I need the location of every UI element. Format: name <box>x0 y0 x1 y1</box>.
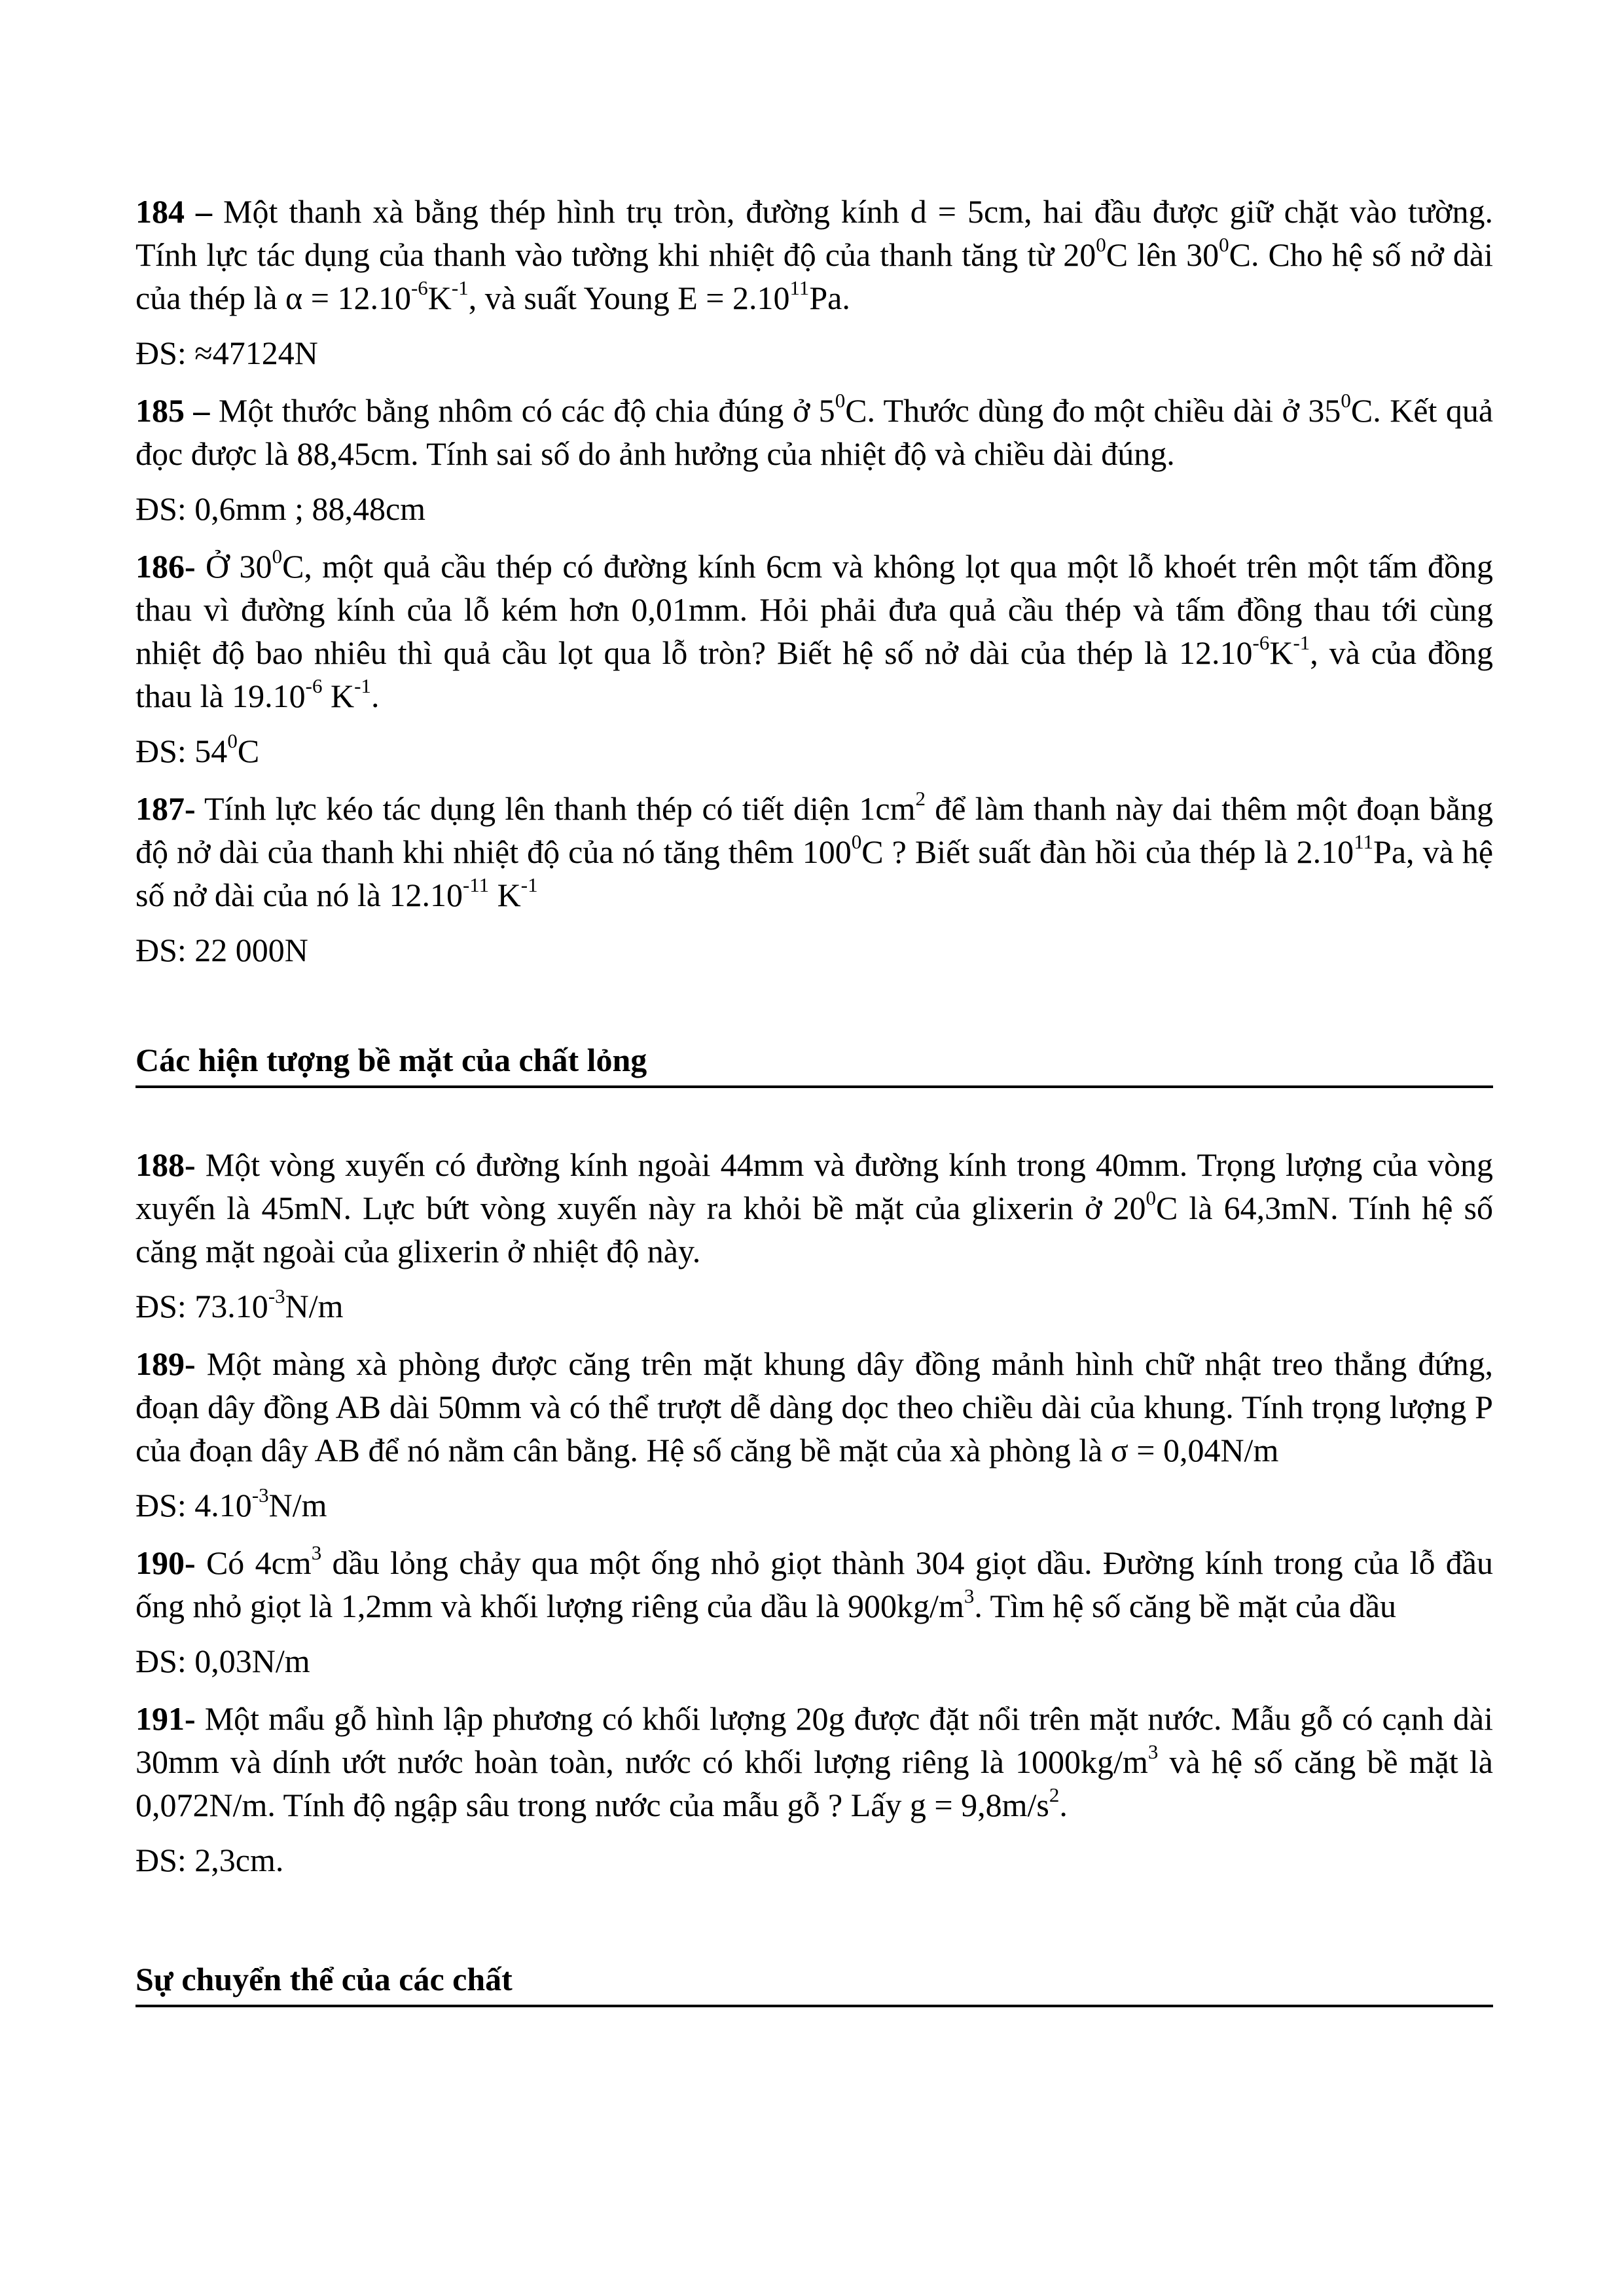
text-run: C. Kết quả đọc được là 88,45cm. Tính sai số do ảnh hưởng của nhiệt độ và chiều dài đúng. <box>135 392 1494 472</box>
answer-line <box>135 1285 1493 1328</box>
document-page <box>135 190 1493 2062</box>
problem-group-surface-tension <box>135 1143 1493 1882</box>
text-run: ĐS: 22 000N <box>135 932 308 968</box>
superscript: 0 <box>851 830 862 854</box>
problem-group-thermal-expansion <box>135 190 1493 972</box>
text-run: ĐS: 0,03N/m <box>135 1643 310 1679</box>
text-run: C. Cho hệ số nở dài của thép là α = 12.10 <box>135 236 1493 316</box>
answer-line <box>135 1484 1493 1527</box>
text-run: C lên 30 <box>1106 236 1219 273</box>
answer-line <box>135 1838 1493 1882</box>
text-run: . Tìm hệ số căng bề mặt của dầu <box>974 1588 1397 1624</box>
text-run: C là 64,3mN. Tính hệ số căng mặt ngoài của glixerin ở nhiệt độ này. <box>135 1190 1493 1269</box>
problem-number: 189- <box>135 1345 196 1382</box>
problem-statement <box>135 190 1493 319</box>
text-run: , và suất Young E = 2.10 <box>468 280 790 316</box>
text-run: K <box>427 280 452 316</box>
superscript: 0 <box>272 545 283 568</box>
superscript: 0 <box>1096 233 1106 257</box>
text-run: C <box>237 733 260 769</box>
text-run: N/m <box>285 1288 344 1324</box>
superscript: 0 <box>227 729 238 753</box>
superscript: -1 <box>451 276 469 300</box>
text-run: Một mẩu gỗ hình lập phương có khối lượng 20g được đặt nổi trên mặt nước. Mẫu gỗ có cạnh dài 30mm và dính ướt nước hoàn toàn, nước có khối lượng riêng là 1000kg/m <box>135 1700 1493 1780</box>
problem-statement <box>135 1143 1493 1273</box>
text-run: C, một quả cầu thép có đường kính 6cm và không lọt qua một lỗ khoét trên một tấm đồng thau vì đường kính của lỗ kém hơn 0,01mm. Hỏi phải đưa quả cầu thép và tấm đồng thau tới cùng nhiệt độ bao nhiêu thì quả cầu lọt qua lỗ tròn? Biết hệ số nở dài của thép là 12.10 <box>135 548 1494 671</box>
text-run: Một màng xà phòng được căng trên mặt khung dây đồng mảnh hình chữ nhật treo thẳng đứng, đoạn dây đồng AB dài 50mm và có thể trượt dễ dàng dọc theo chiều dài của khung. Tính trọng lượng P của đoạn dây AB để nó nằm cân bằng. Hệ số căng bề mặt của xà phòng là σ = 0,04N/m <box>135 1345 1493 1468</box>
problem-number: 188- <box>135 1146 196 1183</box>
problem-number: 186- <box>135 548 196 585</box>
superscript: -6 <box>305 674 323 698</box>
problem-statement <box>135 1697 1493 1827</box>
superscript: 0 <box>1146 1186 1156 1210</box>
problem-number: 184 – <box>135 193 212 230</box>
superscript: -6 <box>1252 631 1270 655</box>
text-run: để làm thanh này dai thêm một đoạn bằng độ nở dài của thanh khi nhiệt độ của nó tăng thêm 100 <box>135 790 1493 870</box>
text-run: C. Thước dùng đo một chiều dài ở 35 <box>845 392 1341 429</box>
problem-statement <box>135 1541 1493 1628</box>
text-run: . <box>1059 1787 1068 1823</box>
superscript: 2 <box>1049 1783 1060 1807</box>
superscript: -1 <box>354 674 371 698</box>
problem-number: 185 – <box>135 392 210 429</box>
answer-line <box>135 729 1493 773</box>
text-run: ĐS: 2,3cm. <box>135 1842 284 1878</box>
text-run: ĐS: 0,6mm ; 88,48cm <box>135 490 426 527</box>
superscript: -3 <box>268 1285 285 1308</box>
section-heading-surface-phenomena: Các hiện tượng bề mặt của chất lỏng <box>135 1038 1493 1088</box>
superscript: -6 <box>410 276 428 300</box>
text-run: , và của đồng thau là 19.10 <box>135 634 1493 714</box>
text-run: ĐS: 73.10 <box>135 1288 268 1324</box>
problem-statement <box>135 545 1493 718</box>
text-run: Một vòng xuyến có đường kính ngoài 44mm và đường kính trong 40mm. Trọng lượng của vòng xuyến là 45mN. Lực bứt vòng xuyến này ra khỏi bề mặt của glixerin ở 20 <box>135 1146 1493 1226</box>
superscript: -1 <box>520 873 538 897</box>
text-run: Tính lực kéo tác dụng lên thanh thép có tiết diện 1cm <box>195 790 916 827</box>
superscript: 3 <box>964 1584 975 1608</box>
text-run: Một thước bằng nhôm có các độ chia đúng ở 5 <box>209 392 835 429</box>
problem-number: 190- <box>135 1544 196 1581</box>
answer-line <box>135 1639 1493 1683</box>
text-run: C ? Biết suất đàn hồi của thép là 2.10 <box>861 833 1354 870</box>
text-run: ĐS: ≈47124N <box>135 335 318 371</box>
text-run: và hệ số căng bề mặt là 0,072N/m. Tính độ ngập sâu trong nước của mẫu gỗ ? Lấy g = 9,8m/s <box>135 1743 1493 1823</box>
text-run: K <box>322 678 355 714</box>
problem-number: 191- <box>135 1700 196 1737</box>
answer-line <box>135 331 1493 374</box>
text-run: . <box>370 678 380 714</box>
answer-line <box>135 928 1493 972</box>
text-run: ĐS: 54 <box>135 733 228 769</box>
superscript: 0 <box>835 389 846 412</box>
text-run: Pa, và hệ số nở dài của nó là 12.10 <box>135 833 1494 913</box>
superscript: 11 <box>789 276 810 300</box>
text-run: dầu lỏng chảy qua một ống nhỏ giọt thành 304 giọt dầu. Đường kính trong của lỗ đầu ống nhỏ giọt là 1,2mm và khối lượng riêng của dầu là 900kg/m <box>135 1544 1493 1624</box>
problem-number: 187- <box>135 790 196 827</box>
superscript: 3 <box>1147 1740 1159 1764</box>
superscript: 3 <box>311 1541 322 1565</box>
superscript: -3 <box>251 1484 269 1507</box>
problem-statement <box>135 787 1493 917</box>
text-run: K <box>1269 634 1293 671</box>
text-run: Ở 30 <box>195 548 272 585</box>
text-run: ĐS: 4.10 <box>135 1487 252 1523</box>
superscript: 0 <box>1341 389 1351 412</box>
text-run: Một thanh xà bằng thép hình trụ tròn, đường kính d = 5cm, hai đầu được giữ chặt vào tường. Tính lực tác dụng của thanh vào tường khi nhiệt độ của thanh tăng từ 20 <box>135 193 1493 273</box>
superscript: 11 <box>1354 830 1374 854</box>
superscript: -1 <box>1293 631 1310 655</box>
text-run: Có 4cm <box>195 1544 312 1581</box>
superscript: -11 <box>462 873 490 897</box>
answer-line <box>135 487 1493 530</box>
text-run: K <box>489 877 521 913</box>
text-run: N/m <box>268 1487 327 1523</box>
problem-statement <box>135 389 1493 475</box>
problem-statement <box>135 1342 1493 1472</box>
superscript: 2 <box>915 787 926 811</box>
superscript: 0 <box>1219 233 1229 257</box>
section-heading-phase-transitions: Sự chuyển thể của các chất <box>135 1958 1493 2007</box>
text-run: Pa. <box>809 280 850 316</box>
